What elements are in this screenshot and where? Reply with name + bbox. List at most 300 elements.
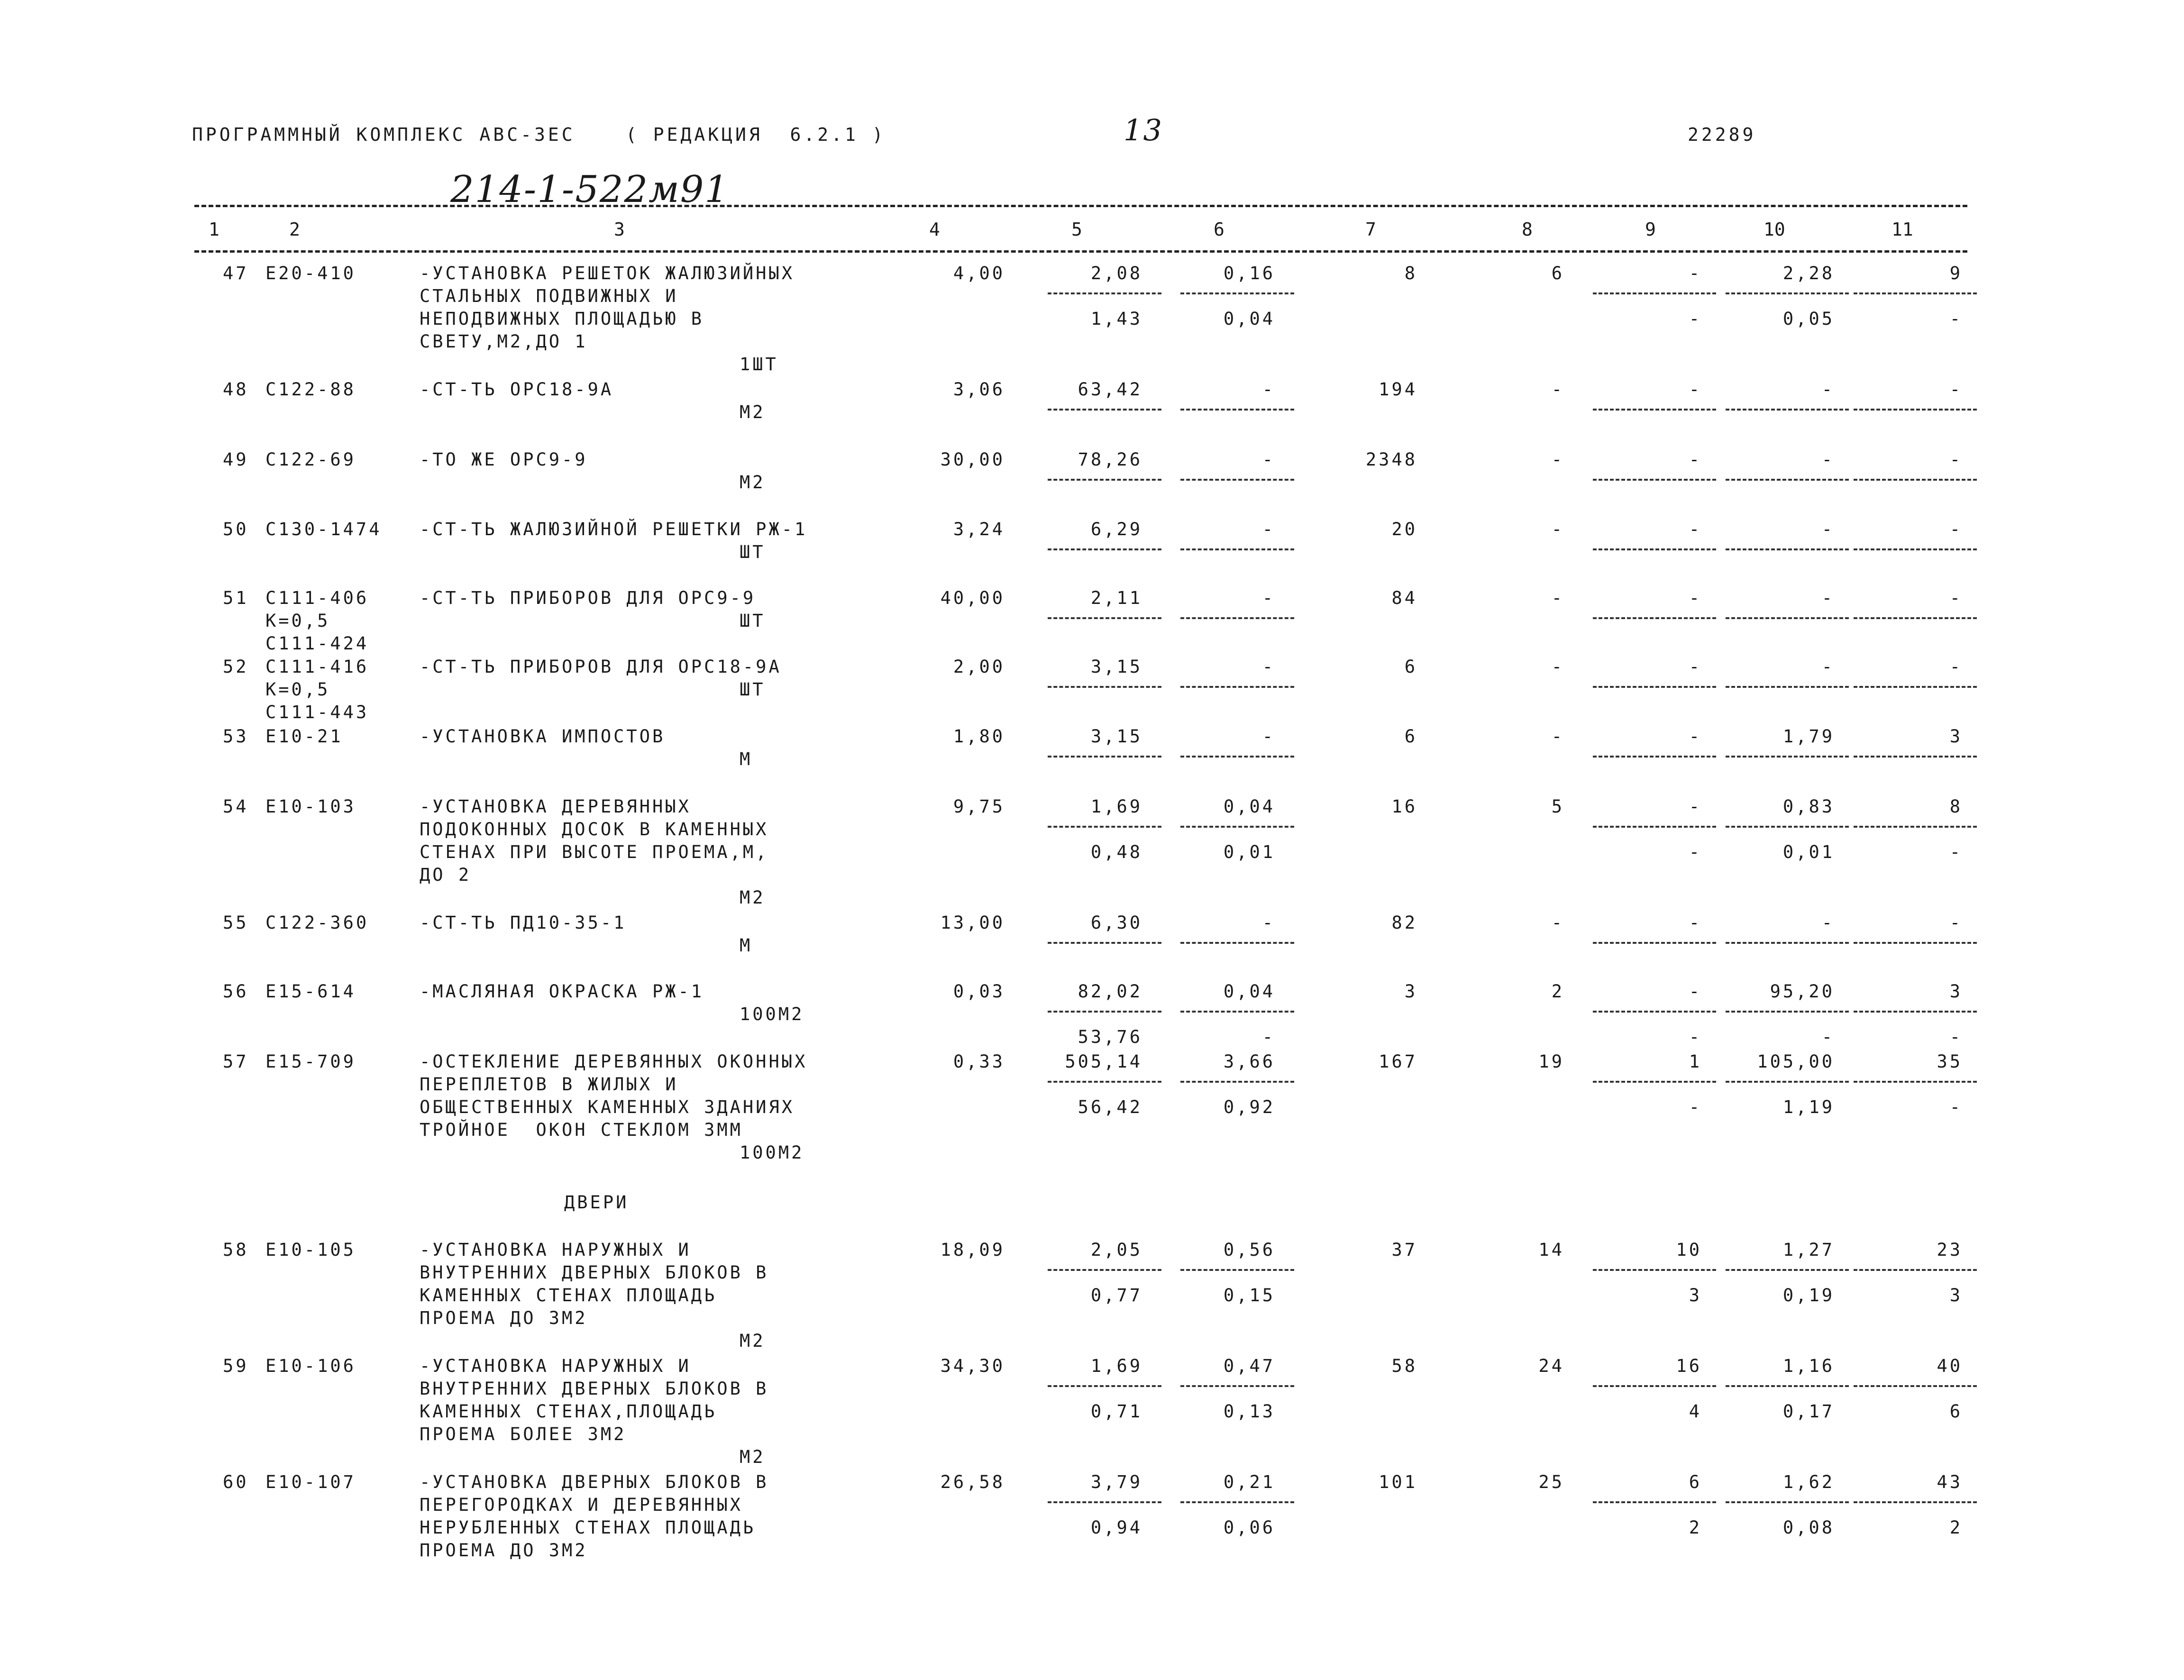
cell-c11b: -: [1949, 309, 1963, 329]
cell-c8: 5: [1551, 796, 1564, 817]
row-description: -СТ-ТЬ ОРС18-9А: [420, 379, 614, 400]
row-code: С111-416: [265, 657, 369, 677]
cell-c8: 2: [1551, 981, 1564, 1002]
row-unit: ШТ: [740, 679, 766, 700]
cell-c5b: 53,76: [1078, 1027, 1142, 1047]
cell-c11: -: [1949, 588, 1963, 608]
divider-c9: [1593, 1011, 1716, 1013]
column-number-4: 4: [929, 219, 940, 240]
row-description: -УСТАНОВКА ИМПОСТОВ: [420, 726, 666, 747]
cell-c5: 63,42: [1078, 379, 1142, 400]
row-description: СТАЛЬНЫХ ПОДВИЖНЫХ И: [420, 286, 678, 306]
divider-c5: [1048, 1011, 1161, 1013]
row-number: 54: [223, 796, 249, 817]
page-number: 13: [1124, 113, 1163, 147]
row-number: 53: [223, 726, 249, 747]
divider-c6: [1180, 617, 1294, 619]
cell-c10: 105,00: [1757, 1051, 1835, 1072]
divider-c11: [1854, 942, 1977, 944]
cell-c10b: 0,17: [1782, 1401, 1835, 1422]
row-description: -УСТАНОВКА НАРУЖНЫХ И: [420, 1240, 691, 1260]
row-number: 56: [223, 981, 249, 1002]
row-number: 49: [223, 449, 249, 470]
divider-c9: [1593, 292, 1716, 294]
row-unit: 100М2: [740, 1004, 804, 1024]
cell-c9: -: [1689, 379, 1702, 400]
row-description: ВНУТРЕННИХ ДВЕРНЫХ БЛОКОВ В: [420, 1379, 769, 1399]
divider-c5: [1048, 617, 1161, 619]
divider-c11: [1854, 756, 1977, 758]
cell-c5: 3,15: [1090, 657, 1142, 677]
divider-c6: [1180, 1011, 1294, 1013]
divider-c6: [1180, 826, 1294, 828]
divider-c5: [1048, 1385, 1161, 1387]
cell-c11: -: [1949, 379, 1963, 400]
cell-c5: 78,26: [1078, 449, 1142, 470]
cell-c10b: 0,05: [1782, 309, 1835, 329]
row-description: СВЕТУ,М2,ДО 1: [420, 331, 588, 352]
divider-c5: [1048, 409, 1161, 411]
divider-c6: [1180, 756, 1294, 758]
divider-c11: [1854, 548, 1977, 550]
cell-c9b: 2: [1689, 1517, 1702, 1538]
divider-c9: [1593, 826, 1716, 828]
row-description: -УСТАНОВКА ДЕРЕВЯННЫХ: [420, 796, 691, 817]
cell-c11: -: [1949, 519, 1963, 539]
row-description: -УСТАНОВКА ДВЕРНЫХ БЛОКОВ В: [420, 1472, 769, 1492]
divider-c5: [1048, 686, 1161, 688]
cell-c5: 505,14: [1065, 1051, 1142, 1072]
cell-c6b: 0,15: [1223, 1285, 1275, 1306]
divider-c10: [1726, 826, 1849, 828]
row-quantity: 34,30: [940, 1356, 1005, 1376]
cell-c9: -: [1689, 588, 1702, 608]
cell-c10: -: [1821, 379, 1835, 400]
program-name: ПРОГРАММНЫЙ КОМПЛЕКС АВС-3ЕС: [192, 124, 576, 145]
edition: ( РЕДАКЦИЯ 6.2.1 ): [626, 124, 886, 145]
cell-c9: -: [1689, 657, 1702, 677]
cell-c6: -: [1262, 379, 1275, 400]
row-quantity: 2,00: [953, 657, 1005, 677]
cell-c8: -: [1551, 449, 1564, 470]
row-description: -ОСТЕКЛЕНИЕ ДЕРЕВЯННЫХ ОКОННЫХ: [420, 1051, 808, 1072]
divider-c10: [1726, 1385, 1849, 1387]
row-quantity: 30,00: [940, 449, 1005, 470]
column-number-3: 3: [614, 219, 625, 240]
row-code: Е15-709: [265, 1051, 356, 1072]
cell-c10: 2,28: [1782, 263, 1835, 283]
cell-c7: 6: [1404, 726, 1417, 747]
divider-c10: [1726, 617, 1849, 619]
divider-c9: [1593, 1081, 1716, 1083]
row-code: С122-88: [265, 379, 356, 400]
cell-c9: -: [1689, 796, 1702, 817]
divider-c11: [1854, 1385, 1977, 1387]
row-unit: 100М2: [740, 1142, 804, 1163]
cell-c7: 8: [1404, 263, 1417, 283]
row-code: С122-360: [265, 913, 369, 933]
divider-c9: [1593, 942, 1716, 944]
cell-c7: 16: [1391, 796, 1417, 817]
row-description: -СТ-ТЬ ЖАЛЮЗИЙНОЙ РЕШЕТКИ РЖ-1: [420, 519, 808, 539]
row-quantity: 1,80: [953, 726, 1005, 747]
divider-c5: [1048, 1269, 1161, 1271]
cell-c7: 84: [1391, 588, 1417, 608]
cell-c11b: -: [1949, 1027, 1963, 1047]
row-code-extra: К=0,5: [265, 679, 330, 700]
cell-c8: 19: [1538, 1051, 1564, 1072]
divider-c11: [1854, 1011, 1977, 1013]
cell-c5: 82,02: [1078, 981, 1142, 1002]
divider-c11: [1854, 479, 1977, 481]
cell-c7: 82: [1391, 913, 1417, 933]
row-number: 47: [223, 263, 249, 283]
cell-c10: 1,79: [1782, 726, 1835, 747]
divider-c10: [1726, 292, 1849, 294]
cell-c5b: 56,42: [1078, 1097, 1142, 1117]
row-unit: 1ШТ: [740, 354, 778, 374]
divider-c9: [1593, 479, 1716, 481]
cell-c7: 101: [1379, 1472, 1417, 1492]
divider-c6: [1180, 548, 1294, 550]
row-code: Е10-107: [265, 1472, 356, 1492]
row-quantity: 4,00: [953, 263, 1005, 283]
divider-c11: [1854, 826, 1977, 828]
row-code: Е10-21: [265, 726, 343, 747]
row-code: Е20-410: [265, 263, 356, 283]
row-description: -СТ-ТЬ ПРИБОРОВ ДЛЯ ОРС9-9: [420, 588, 756, 608]
divider-c10: [1726, 942, 1849, 944]
row-description: КАМЕННЫХ СТЕНАХ ПЛОЩАДЬ: [420, 1285, 717, 1306]
cell-c9: -: [1689, 519, 1702, 539]
divider-c10: [1726, 479, 1849, 481]
divider-c6: [1180, 1269, 1294, 1271]
cell-c6: 3,66: [1223, 1051, 1275, 1072]
row-code-extra: К=0,5: [265, 611, 330, 631]
cell-c11: -: [1949, 913, 1963, 933]
cell-c6b: 0,13: [1223, 1401, 1275, 1422]
cell-c9: 6: [1689, 1472, 1702, 1492]
divider-c10: [1726, 409, 1849, 411]
row-unit: М2: [740, 1331, 766, 1351]
divider-c5: [1048, 942, 1161, 944]
row-code: Е10-105: [265, 1240, 356, 1260]
row-code-extra: С111-424: [265, 633, 369, 654]
row-description: -СТ-ТЬ ПД10-35-1: [420, 913, 627, 933]
divider-c11: [1854, 686, 1977, 688]
cell-c10: -: [1821, 657, 1835, 677]
divider-c5: [1048, 479, 1161, 481]
divider-c11: [1854, 617, 1977, 619]
divider-c10: [1726, 686, 1849, 688]
row-description: ДО 2: [420, 865, 472, 885]
column-number-5: 5: [1071, 219, 1082, 240]
column-number-11: 11: [1892, 219, 1913, 240]
divider-c10: [1726, 756, 1849, 758]
divider-c9: [1593, 1269, 1716, 1271]
cell-c5b: 0,71: [1090, 1401, 1142, 1422]
cell-c9: 10: [1676, 1240, 1702, 1260]
rule-header-bottom: [194, 250, 1967, 253]
row-unit: М2: [740, 402, 766, 422]
row-quantity: 26,58: [940, 1472, 1005, 1492]
divider-c11: [1854, 409, 1977, 411]
cell-c11: -: [1949, 449, 1963, 470]
cell-c8: -: [1551, 657, 1564, 677]
cell-c5: 3,79: [1090, 1472, 1142, 1492]
divider-c5: [1048, 1081, 1161, 1083]
cell-c9: 1: [1689, 1051, 1702, 1072]
cell-c11: 3: [1949, 981, 1963, 1002]
divider-c11: [1854, 1081, 1977, 1083]
divider-c9: [1593, 686, 1716, 688]
cell-c8: -: [1551, 519, 1564, 539]
cell-c8: 14: [1538, 1240, 1564, 1260]
cell-c7: 2348: [1365, 449, 1417, 470]
divider-c11: [1854, 292, 1977, 294]
doc-code: 22289: [1688, 124, 1756, 145]
cell-c5b: 0,48: [1090, 842, 1142, 862]
cell-c11: 43: [1937, 1472, 1963, 1492]
column-number-2: 2: [289, 219, 300, 240]
cell-c6: 0,04: [1223, 981, 1275, 1002]
cell-c9: -: [1689, 981, 1702, 1002]
divider-c9: [1593, 1385, 1716, 1387]
cell-c6: -: [1262, 726, 1275, 747]
row-quantity: 13,00: [940, 913, 1005, 933]
divider-c6: [1180, 686, 1294, 688]
cell-c9: -: [1689, 726, 1702, 747]
row-unit: ШТ: [740, 542, 766, 562]
column-number-6: 6: [1214, 219, 1225, 240]
cell-c5: 1,69: [1090, 1356, 1142, 1376]
cell-c8: -: [1551, 379, 1564, 400]
cell-c10b: 0,08: [1782, 1517, 1835, 1538]
row-description: -МАСЛЯНАЯ ОКРАСКА РЖ-1: [420, 981, 704, 1002]
row-code: Е15-614: [265, 981, 356, 1002]
column-number-8: 8: [1522, 219, 1533, 240]
cell-c11: 3: [1949, 726, 1963, 747]
cell-c7: 3: [1404, 981, 1417, 1002]
cell-c6: 0,04: [1223, 796, 1275, 817]
divider-c5: [1048, 826, 1161, 828]
cell-c10b: 1,19: [1782, 1097, 1835, 1117]
cell-c10: 1,62: [1782, 1472, 1835, 1492]
row-description: ОБЩЕСТВЕННЫХ КАМЕННЫХ ЗДАНИЯХ: [420, 1097, 795, 1117]
row-code: С130-1474: [265, 519, 382, 539]
cell-c7: 6: [1404, 657, 1417, 677]
cell-c6: 0,56: [1223, 1240, 1275, 1260]
cell-c6b: 0,06: [1223, 1517, 1275, 1538]
cell-c10: 95,20: [1770, 981, 1835, 1002]
cell-c6: -: [1262, 449, 1275, 470]
cell-c5: 3,15: [1090, 726, 1142, 747]
divider-c6: [1180, 1385, 1294, 1387]
cell-c10: -: [1821, 588, 1835, 608]
row-description: НЕПОДВИЖНЫХ ПЛОЩАДЬЮ В: [420, 309, 704, 329]
cell-c5: 1,69: [1090, 796, 1142, 817]
divider-c10: [1726, 1011, 1849, 1013]
cell-c7: 194: [1379, 379, 1417, 400]
row-description: ПОДОКОННЫХ ДОСОК В КАМЕННЫХ: [420, 819, 769, 840]
cell-c8: 25: [1538, 1472, 1564, 1492]
row-number: 59: [223, 1356, 249, 1376]
section-title-doors: ДВЕРИ: [564, 1192, 629, 1213]
row-quantity: 3,06: [953, 379, 1005, 400]
cell-c8: 24: [1538, 1356, 1564, 1376]
divider-c9: [1593, 1501, 1716, 1503]
rule-top: [194, 205, 1967, 207]
cell-c8: -: [1551, 588, 1564, 608]
cell-c11b: 3: [1949, 1285, 1963, 1306]
row-description: ПРОЕМА ДО 3М2: [420, 1308, 588, 1328]
row-number: 48: [223, 379, 249, 400]
cell-c9b: -: [1689, 309, 1702, 329]
divider-c9: [1593, 756, 1716, 758]
divider-c6: [1180, 479, 1294, 481]
row-unit: М2: [740, 887, 766, 908]
divider-c6: [1180, 292, 1294, 294]
column-number-9: 9: [1645, 219, 1656, 240]
cell-c9: -: [1689, 913, 1702, 933]
divider-c11: [1854, 1501, 1977, 1503]
divider-c11: [1854, 1269, 1977, 1271]
cell-c10: 1,16: [1782, 1356, 1835, 1376]
cell-c6b: 0,01: [1223, 842, 1275, 862]
cell-c11: 23: [1937, 1240, 1963, 1260]
cell-c6b: 0,04: [1223, 309, 1275, 329]
cell-c11b: -: [1949, 842, 1963, 862]
divider-c5: [1048, 292, 1161, 294]
row-description: СТЕНАХ ПРИ ВЫСОТЕ ПРОЕМА,М,: [420, 842, 769, 862]
row-number: 55: [223, 913, 249, 933]
cell-c10: -: [1821, 519, 1835, 539]
row-code: С122-69: [265, 449, 356, 470]
cell-c10: -: [1821, 449, 1835, 470]
cell-c10: -: [1821, 913, 1835, 933]
row-unit: ШТ: [740, 611, 766, 631]
project-code: 214-1-522м91: [450, 168, 730, 211]
row-code-extra: С111-443: [265, 702, 369, 722]
column-number-1: 1: [209, 219, 219, 240]
cell-c5b: 0,94: [1090, 1517, 1142, 1538]
cell-c6: 0,21: [1223, 1472, 1275, 1492]
row-quantity: 40,00: [940, 588, 1005, 608]
row-quantity: 9,75: [953, 796, 1005, 817]
divider-c9: [1593, 409, 1716, 411]
row-description: -ТО ЖЕ ОРС9-9: [420, 449, 588, 470]
cell-c6: -: [1262, 588, 1275, 608]
cell-c5b: 0,77: [1090, 1285, 1142, 1306]
cell-c9b: 4: [1689, 1401, 1702, 1422]
row-unit: М: [740, 749, 753, 769]
row-number: 60: [223, 1472, 249, 1492]
cell-c10: 1,27: [1782, 1240, 1835, 1260]
row-description: ВНУТРЕННИХ ДВЕРНЫХ БЛОКОВ В: [420, 1262, 769, 1283]
cell-c5: 2,05: [1090, 1240, 1142, 1260]
row-description: ТРОЙНОЕ ОКОН СТЕКЛОМ 3ММ: [420, 1120, 743, 1140]
cell-c9b: -: [1689, 1097, 1702, 1117]
divider-c9: [1593, 617, 1716, 619]
row-number: 58: [223, 1240, 249, 1260]
divider-c5: [1048, 548, 1161, 550]
cell-c11: -: [1949, 657, 1963, 677]
cell-c11: 35: [1937, 1051, 1963, 1072]
row-unit: М: [740, 935, 753, 956]
cell-c8: 6: [1551, 263, 1564, 283]
cell-c6: 0,16: [1223, 263, 1275, 283]
divider-c9: [1593, 548, 1716, 550]
cell-c6: -: [1262, 519, 1275, 539]
column-number-10: 10: [1764, 219, 1785, 240]
cell-c7: 167: [1379, 1051, 1417, 1072]
cell-c11b: 6: [1949, 1401, 1963, 1422]
row-description: ПРОЕМА ДО 3М2: [420, 1540, 588, 1561]
cell-c9b: -: [1689, 842, 1702, 862]
row-code: Е10-106: [265, 1356, 356, 1376]
divider-c6: [1180, 942, 1294, 944]
row-description: -УСТАНОВКА НАРУЖНЫХ И: [420, 1356, 691, 1376]
row-unit: М2: [740, 1447, 766, 1467]
row-description: ПРОЕМА БОЛЕЕ 3М2: [420, 1424, 627, 1444]
row-description: НЕРУБЛЕННЫХ СТЕНАХ ПЛОЩАДЬ: [420, 1517, 756, 1538]
cell-c8: -: [1551, 913, 1564, 933]
cell-c5: 6,30: [1090, 913, 1142, 933]
cell-c10b: -: [1821, 1027, 1835, 1047]
column-number-7: 7: [1365, 219, 1376, 240]
divider-c10: [1726, 548, 1849, 550]
cell-c7: 20: [1391, 519, 1417, 539]
divider-c5: [1048, 756, 1161, 758]
cell-c9: 16: [1676, 1356, 1702, 1376]
row-description: -СТ-ТЬ ПРИБОРОВ ДЛЯ ОРС18-9А: [420, 657, 782, 677]
row-quantity: 0,03: [953, 981, 1005, 1002]
cell-c11: 8: [1949, 796, 1963, 817]
divider-c10: [1726, 1501, 1849, 1503]
row-number: 57: [223, 1051, 249, 1072]
cell-c6: 0,47: [1223, 1356, 1275, 1376]
row-unit: М2: [740, 472, 766, 493]
cell-c9b: -: [1689, 1027, 1702, 1047]
cell-c5: 6,29: [1090, 519, 1142, 539]
cell-c8: -: [1551, 726, 1564, 747]
divider-c10: [1726, 1081, 1849, 1083]
cell-c6: -: [1262, 913, 1275, 933]
row-description: ПЕРЕПЛЕТОВ В ЖИЛЫХ И: [420, 1074, 678, 1095]
cell-c11b: -: [1949, 1097, 1963, 1117]
divider-c6: [1180, 1081, 1294, 1083]
cell-c9: -: [1689, 263, 1702, 283]
cell-c7: 58: [1391, 1356, 1417, 1376]
divider-c6: [1180, 1501, 1294, 1503]
row-description: ПЕРЕГОРОДКАХ И ДЕРЕВЯННЫХ: [420, 1495, 743, 1515]
cell-c9: -: [1689, 449, 1702, 470]
divider-c5: [1048, 1501, 1161, 1503]
cell-c5b: 1,43: [1090, 309, 1142, 329]
cell-c6b: -: [1262, 1027, 1275, 1047]
cell-c11: 9: [1949, 263, 1963, 283]
row-number: 50: [223, 519, 249, 539]
cell-c7: 37: [1391, 1240, 1417, 1260]
cell-c11: 40: [1937, 1356, 1963, 1376]
row-quantity: 3,24: [953, 519, 1005, 539]
row-code: С111-406: [265, 588, 369, 608]
row-number: 52: [223, 657, 249, 677]
cell-c6: -: [1262, 657, 1275, 677]
divider-c6: [1180, 409, 1294, 411]
divider-c10: [1726, 1269, 1849, 1271]
cell-c11b: 2: [1949, 1517, 1963, 1538]
